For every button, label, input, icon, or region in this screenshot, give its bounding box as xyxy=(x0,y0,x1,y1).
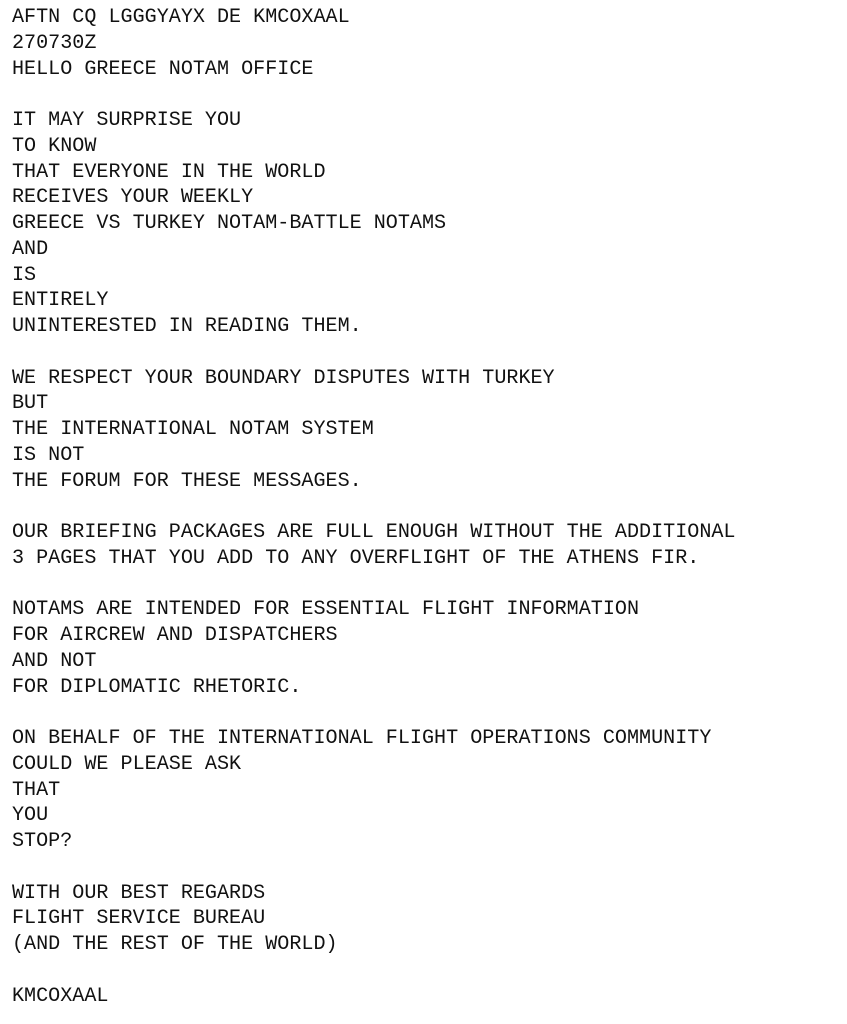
message-line: FOR DIPLOMATIC RHETORIC. xyxy=(12,675,302,699)
message-line: WE RESPECT YOUR BOUNDARY DISPUTES WITH TURKEY xyxy=(12,366,555,390)
blank-line xyxy=(12,82,736,108)
message-line: ON BEHALF OF THE INTERNATIONAL FLIGHT OPERATIONS COMMUNITY xyxy=(12,727,712,750)
message-line: YOU xyxy=(12,804,49,828)
message-line: BUT xyxy=(12,392,49,416)
message-line: NOTAMS ARE INTENDED FOR ESSENTIAL FLIGHT INFORMATION xyxy=(12,598,640,622)
message-line: IT MAY SURPRISE YOU xyxy=(12,109,242,132)
message-line: ENTIRELY xyxy=(12,289,109,313)
message-line: THAT EVERYONE IN THE WORLD xyxy=(12,160,326,184)
blank-line xyxy=(12,700,736,726)
blank-line xyxy=(12,958,736,984)
blank-line xyxy=(12,855,736,881)
message-line: STOP? xyxy=(12,830,73,853)
message-line: IS xyxy=(12,263,37,287)
blank-line xyxy=(12,572,736,598)
message-line: FLIGHT SERVICE BUREAU xyxy=(12,907,266,931)
message-line: THAT xyxy=(12,778,61,802)
message-line: OUR BRIEFING PACKAGES ARE FULL ENOUGH WITHOUT THE ADDITIONAL xyxy=(12,521,736,544)
message-line: UNINTERESTED IN READING THEM. xyxy=(12,315,362,338)
message-body xyxy=(12,5,736,1009)
message-line: AND xyxy=(12,237,49,261)
message-line: 270730Z xyxy=(12,31,97,55)
message-line: FOR AIRCREW AND DISPATCHERS xyxy=(12,624,338,647)
message-line: AND NOT xyxy=(12,649,97,673)
blank-line xyxy=(12,494,736,520)
message-line: AFTN CQ LGGGYAYX DE KMCOXAAL xyxy=(12,6,350,29)
message-line: THE FORUM FOR THESE MESSAGES. xyxy=(12,469,362,493)
message-line: IS NOT xyxy=(12,443,85,467)
blank-line xyxy=(12,340,736,366)
message-line: GREECE VS TURKEY NOTAM-BATTLE NOTAMS xyxy=(12,212,447,235)
message-line: (AND THE REST OF THE WORLD) xyxy=(12,933,338,956)
message-line: TO KNOW xyxy=(12,134,97,158)
message-line: 3 PAGES THAT YOU ADD TO ANY OVERFLIGHT OF THE ATHENS FIR. xyxy=(12,546,700,570)
message-line: THE INTERNATIONAL NOTAM SYSTEM xyxy=(12,418,374,441)
message-line: KMCOXAAL xyxy=(12,984,109,1008)
message-line: HELLO GREECE NOTAM OFFICE xyxy=(12,57,314,81)
message-line: COULD WE PLEASE ASK xyxy=(12,752,242,776)
message-line: WITH OUR BEST REGARDS xyxy=(12,881,266,905)
message-line: RECEIVES YOUR WEEKLY xyxy=(12,186,254,210)
